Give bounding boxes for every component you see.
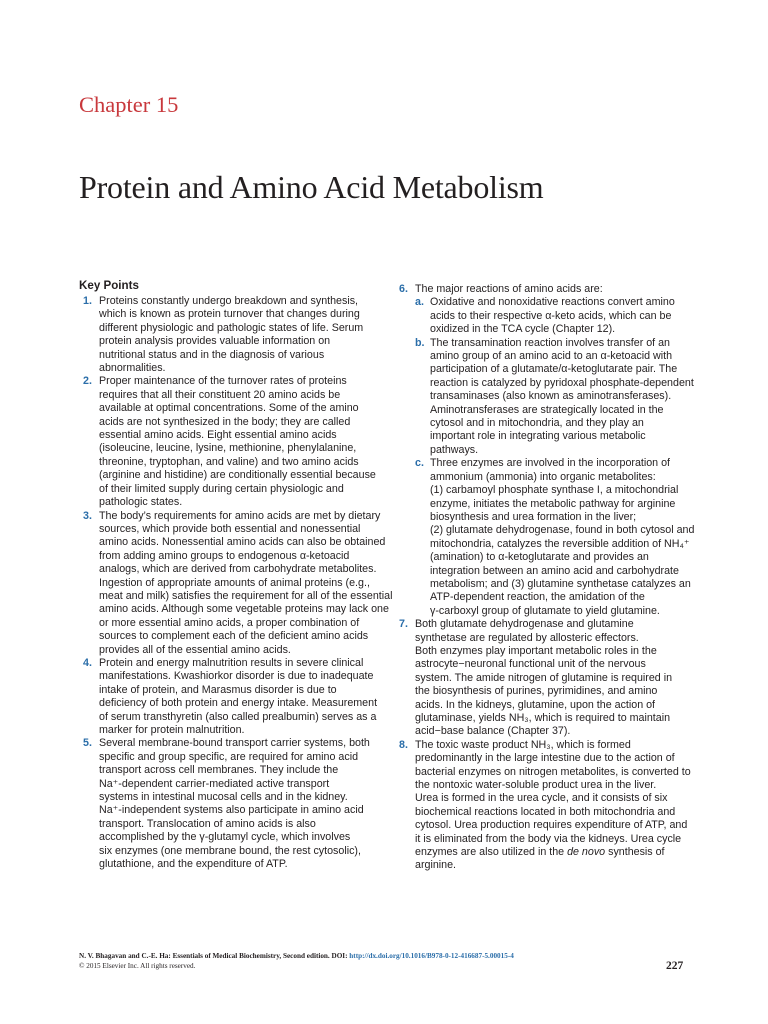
text-line: glutaminase, yields NH₃, which is required to maintain: [415, 712, 671, 724]
sub-point-c: [415, 457, 695, 618]
citation-line: [79, 952, 689, 962]
sub-point-letter: c.: [415, 457, 424, 470]
text-line: deficiency of both protein and energy intake. Measurement: [99, 697, 378, 710]
text-line: Both enzymes play important metabolic roles in the: [415, 644, 657, 657]
text-line: The transamination reaction involves transfer of an: [430, 336, 670, 349]
text-line: Several membrane-bound transport carrier systems, both: [99, 737, 370, 750]
text-line: acid−base balance (Chapter 37).: [415, 725, 571, 738]
text-line: the biosynthesis of purines, pyrimidines, and amino: [415, 685, 658, 698]
text-line: pathways.: [430, 443, 479, 456]
doi-link[interactable]: http://dx.doi.org/10.1016/B978-0-12-416687-5.00015-4: [349, 952, 514, 960]
key-point-text: [99, 509, 393, 657]
key-point-2: [79, 375, 376, 509]
text-line: system. The amide nitrogen of glutamine is required in: [415, 671, 673, 684]
text-line: bacterial enzymes on nitrogen metabolites, is converted to: [415, 765, 691, 778]
text-line: transaminases (also known as aminotransferases).: [430, 390, 672, 403]
text-line: ammonium (ammonia) into organic metabolites:: [430, 470, 656, 483]
key-point-5: [79, 737, 369, 871]
text-line: acids to their respective α-keto acids, which can be: [430, 309, 672, 322]
text-line: manifestations. Kwashiorkor disorder is due to inadequate: [99, 670, 374, 683]
text-line: of their limited supply during certain physiologic and: [99, 482, 344, 495]
text-line: transport across cell membranes. They include the: [99, 764, 339, 777]
key-point-4: [79, 656, 378, 737]
text-line: available at optimal concentrations. Some of the amino: [99, 402, 359, 415]
text-line: (2) glutamate dehydrogenase, found in both cytosol and: [430, 524, 695, 537]
key-point-number: 5.: [83, 737, 92, 750]
key-point-6: [399, 283, 695, 618]
text-line: specific and group specific, are required for amino acid: [99, 750, 359, 763]
text-line: Proper maintenance of the turnover rates of proteins: [99, 375, 347, 388]
text-line: acids are not synthesized in the body; they are called: [99, 415, 351, 428]
text-line: synthetase are regulated by allosteric effectors.: [415, 631, 639, 644]
text-line: (arginine and histidine) are conditionally essential because: [99, 469, 376, 482]
text-line: Proteins constantly undergo breakdown and synthesis,: [99, 295, 359, 307]
key-point-number: 8.: [399, 738, 408, 751]
text-line: intake of protein, and Marasmus disorder is due to: [99, 683, 337, 696]
text-line: it is eliminated from the body via the kidneys. Urea cycle: [415, 832, 682, 845]
citation-text: N. V. Bhagavan and C.-E. Ha: Essentials of Medical Biochemistry, Second edition. DOI:: [79, 952, 350, 960]
text-line: Protein and energy malnutrition results in severe clinical: [99, 656, 364, 669]
text-line: enzyme, initiates the metabolic pathway for arginine: [430, 497, 676, 510]
sub-point-text: [430, 296, 689, 336]
chapter-label: Chapter 15: [79, 92, 179, 117]
text-line: (amination) to α-ketoglutarate and provides an: [430, 551, 649, 564]
text-line: cytosol. Urea production requires expenditure of ATP, and: [415, 819, 688, 832]
key-points-list: [79, 295, 393, 871]
key-points-heading: Key Points: [79, 279, 139, 292]
sub-point-letter: b.: [415, 336, 425, 349]
sub-point-text: [430, 336, 694, 458]
text-line: the nontoxic water-soluble product urea in the liver.: [415, 779, 657, 792]
sub-point-letter: a.: [415, 296, 424, 309]
text-line: from adding amino groups to endogenous α-ketoacid: [99, 549, 350, 562]
text-line: protein analysis provides valuable information on: [99, 335, 331, 348]
text-line: pathologic states.: [99, 496, 183, 509]
key-point-text: [415, 739, 689, 873]
key-point-number: 2.: [83, 375, 92, 388]
text-line: analogs, which are derived from carbohydrate metabolites.: [99, 563, 377, 576]
text-line: systems in intestinal mucosal cells and in the kidney.: [99, 791, 348, 804]
key-points-list-continued: [399, 283, 695, 873]
text-line: meat and milk) satisfies the requirement for all of the essential: [99, 589, 393, 602]
chapter-title: Protein and Amino Acid Metabolism: [79, 169, 544, 205]
text-line: of serum transthyretin (also called prealbumin) serves as a: [99, 710, 377, 723]
text-line: mitochondria, catalyzes the reversible addition of NH₄⁺: [430, 537, 690, 550]
sub-point-text: [430, 457, 695, 618]
text-line: sources to complement each of the deficient amino acids: [99, 630, 369, 643]
text-line: Ingestion of appropriate amounts of animal proteins (e.g.,: [99, 576, 370, 589]
text-line: ATP-dependent reaction, the amidation of the: [430, 591, 645, 604]
key-point-text: [99, 737, 369, 871]
text-line: astrocyte−neuronal functional unit of the nervous: [415, 658, 646, 671]
text-line: predominantly in the large intestine due to the action of: [415, 752, 675, 765]
text-line: Na⁺-independent systems also participate in amino acid: [99, 804, 364, 817]
key-point-text: [99, 375, 376, 509]
page-number: 227: [666, 960, 684, 972]
text-line: arginine.: [415, 859, 456, 872]
key-point-3: [79, 509, 393, 657]
text-line: sources, which provide both essential and nonessential: [99, 522, 361, 535]
text-line: Na⁺-dependent carrier-mediated active transport: [99, 777, 330, 790]
sub-point-a: [415, 296, 689, 336]
text-line: biochemical reactions located in both mitochondria and: [415, 805, 676, 818]
text-line: requires that all their constituent 20 amino acids be: [99, 388, 341, 401]
text-line: glutathione, and the expenditure of ATP.: [99, 858, 288, 871]
key-point-text: [415, 618, 689, 739]
text-line: Three enzymes are involved in the incorporation of: [430, 457, 671, 470]
text-line: different physiologic and pathologic states of life. Serum: [99, 321, 364, 334]
text-line: or more essential amino acids, a proper combination of: [99, 616, 360, 629]
text-line: metabolism; and (3) glutamine synthetase catalyzes an: [430, 577, 691, 590]
text-line: γ-carboxyl group of glutamate to yield glutamine.: [430, 604, 660, 617]
sub-point-list: [415, 296, 695, 618]
text-line: accomplished by the γ-glutamyl cycle, which involves: [99, 831, 351, 844]
text-line: six enzymes (one membrane bound, the rest cytosolic),: [99, 844, 361, 857]
text-line: participation of a glutamate/α-ketoglutarate pair. The: [430, 363, 678, 376]
text-line: reaction is catalyzed by pyridoxal phosphate-dependent: [430, 376, 694, 389]
text-line: Aminotransferases are strategically located in the: [430, 403, 664, 416]
text-line: (isoleucine, leucine, lysine, methionine, phenylalanine,: [99, 442, 357, 455]
text-line: marker for protein malnutrition.: [99, 724, 245, 736]
text-line: enzymes are also utilized in the de novo synthesis of: [415, 846, 665, 859]
key-point-1: [79, 295, 369, 375]
text-line: transport. Translocation of amino acids is also: [99, 817, 316, 830]
key-point-number: 4.: [83, 656, 92, 669]
text-line: which is known as protein turnover that changes during: [99, 308, 360, 321]
text-line: Urea is formed in the urea cycle, and it consists of six: [415, 792, 668, 805]
text-line: nutritional status and in the diagnosis of various: [99, 348, 325, 361]
text-line: acids. In the kidneys, glutamine, upon the action of: [415, 698, 656, 711]
text-line: cytosol and in mitochondria, and they play an: [430, 417, 644, 430]
key-point-7: [399, 618, 689, 739]
text-line: Both glutamate dehydrogenase and glutamine: [415, 618, 634, 631]
key-point-text: [415, 283, 689, 296]
text-line: important role in integrating various metabolic: [430, 430, 646, 443]
key-point-number: 1.: [83, 295, 92, 307]
text-line: provides all of the essential amino acids.: [99, 643, 291, 656]
key-point-8: [399, 739, 689, 873]
text-line: threonine, tryptophan, and valine) and two amino acids: [99, 455, 359, 468]
key-points-right-column: [399, 283, 695, 873]
text-line: amino acids. Although some vegetable proteins may lack one: [99, 603, 389, 616]
key-point-text: [99, 295, 369, 375]
text-line: The toxic waste product NH₃, which is formed: [415, 738, 631, 751]
footer-citation: [79, 952, 689, 972]
text-line: (1) carbamoyl phosphate synthase I, a mitochondrial: [430, 484, 679, 497]
key-point-number: 6.: [399, 283, 408, 295]
text-line: integration between an amino acid and carbohydrate: [430, 564, 679, 577]
text-line: essential amino acids. Eight essential amino acids: [99, 429, 337, 442]
key-point-number: 3.: [83, 509, 92, 522]
copyright-line: © 2015 Elsevier Inc. All rights reserved.: [79, 961, 196, 970]
sub-point-b: [415, 336, 694, 458]
text-line: Oxidative and nonoxidative reactions convert amino: [430, 296, 675, 309]
key-point-number: 7.: [399, 618, 408, 631]
text-line: oxidized in the TCA cycle (Chapter 12).: [430, 323, 616, 336]
text-line: The body’s requirements for amino acids are met by dietary: [99, 509, 381, 522]
text-line: amino acids. Nonessential amino acids can also be obtained: [99, 536, 386, 549]
text-line: The major reactions of amino acids are:: [415, 283, 603, 295]
text-line: abnormalities.: [99, 362, 166, 375]
key-point-text: [99, 656, 378, 737]
text-line: biosynthesis and urea formation in the liver;: [430, 510, 637, 523]
text-line: amino group of an amino acid to an α-ketoacid with: [430, 350, 673, 363]
key-points-left-column: [79, 279, 393, 871]
